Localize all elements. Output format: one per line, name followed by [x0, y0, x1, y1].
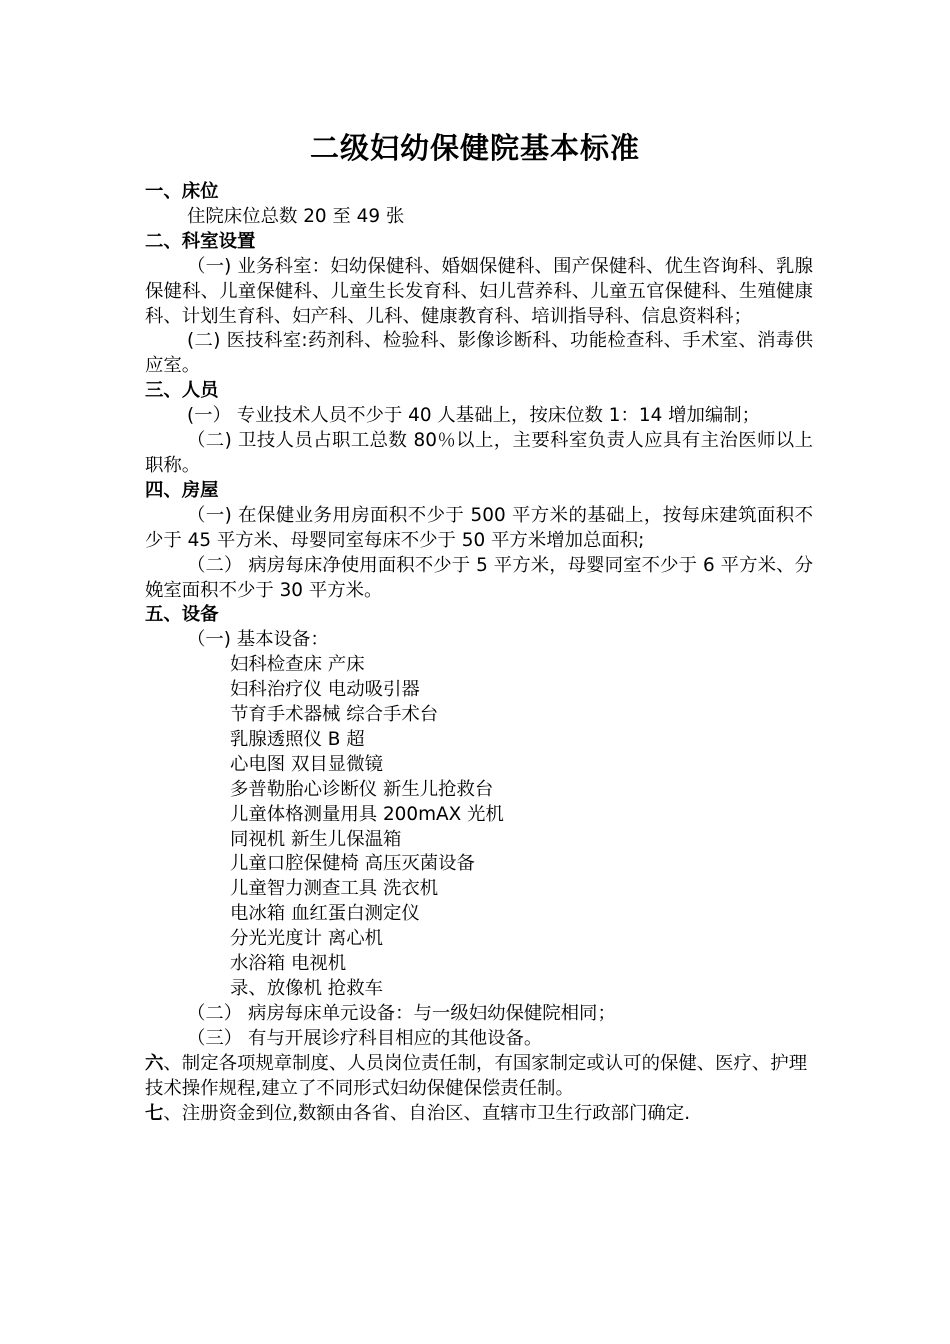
equipment-item: 儿童体格测量用具 200mAX 光机 [230, 803, 504, 825]
staff-paragraph-2: （二) 卫技人员占职工总数 80％以上，主要科室负责人应具有主治医师以上职称。 [145, 430, 813, 476]
section-heading-staff: 三、人员 [145, 380, 219, 402]
section-heading-rules: 六 [145, 1052, 164, 1074]
equipment-item: 电冰箱 血红蛋白测定仪 [230, 903, 420, 925]
equipment-item: 录、放像机 抢救车 [230, 978, 383, 999]
equipment-sub2: （二） 病房每床单元设备：与一级妇幼保健院相同； [187, 1002, 616, 1024]
equipment-item: 儿童智力测查工具 洗衣机 [230, 878, 439, 900]
section-rules [145, 1052, 813, 1102]
capital-text: 、注册资金到位,数额由各省、自治区、直辖市卫生行政部门确定. [163, 1102, 691, 1124]
rules-text: 、制定各项规章制度、人员岗位责任制，有国家制定或认可的保健、医疗、护理技术操作规程,建立了不同形式妇幼保健保偿责任制。 [145, 1052, 808, 1099]
staff-paragraph-1: (一） 专业技术人员不少于 40 人基础上，按床位数 1：14 增加编制； [187, 405, 761, 427]
departments-paragraph-1: （一) 业务科室：妇幼保健科、婚姻保健科、围产保健科、优生咨询科、乳腺保健科、儿童保健科、儿童生长发育科、妇儿营养科、儿童五官保健科、生殖健康科、计划生育科、妇产科、儿科、健康教育科、培训指导科、信息资料科； [145, 255, 813, 327]
section-capital [145, 1102, 813, 1127]
equipment-item: 分光光度计 离心机 [230, 928, 383, 950]
section-heading-departments: 二、科室设置 [145, 230, 256, 252]
equipment-sub3: （三） 有与开展诊疗科目相应的其他设备。 [187, 1027, 543, 1049]
equipment-item: 儿童口腔保健椅 高压灭菌设备 [230, 853, 475, 875]
section-heading-capital: 七 [145, 1102, 164, 1124]
equipment-item: 妇科检查床 产床 [230, 654, 365, 676]
section-heading-equipment: 五、设备 [145, 604, 219, 626]
beds-line: 住院床位总数 20 至 49 张 [187, 205, 405, 227]
equipment-item: 节育手术器械 综合手术台 [230, 704, 439, 726]
equipment-item: 水浴箱 电视机 [230, 953, 347, 975]
equipment-item: 心电图 双目显微镜 [230, 753, 383, 775]
section-heading-beds: 一、床位 [145, 181, 219, 202]
equipment-item: 同视机 新生儿保温箱 [230, 828, 402, 850]
buildings-paragraph-1: （一) 在保健业务用房面积不少于 500 平方米的基础上，按每床建筑面积不少于 45 平方米、母婴同室每床不少于 50 平方米增加总面积; [145, 504, 813, 551]
buildings-paragraph-2: （二） 病房每床净使用面积不少于 5 平方米，母婴同室不少于 6 平方米、分娩室面积不少于 30 平方米。 [145, 554, 813, 601]
equipment-sub1: （一) 基本设备： [187, 629, 329, 651]
document-title: 二级妇幼保健院基本标准 [309, 131, 640, 165]
document-body [145, 180, 813, 1126]
departments-paragraph-2: (二) 医技科室:药剂科、检验科、影像诊断科、功能检查科、手术室、消毒供应室。 [145, 330, 813, 377]
equipment-item: 乳腺透照仪 B 超 [230, 728, 365, 750]
equipment-item: 多普勒胎心诊断仪 新生儿抢救台 [230, 778, 494, 800]
section-heading-buildings: 四、房屋 [145, 479, 219, 501]
equipment-item: 妇科治疗仪 电动吸引器 [230, 679, 420, 701]
